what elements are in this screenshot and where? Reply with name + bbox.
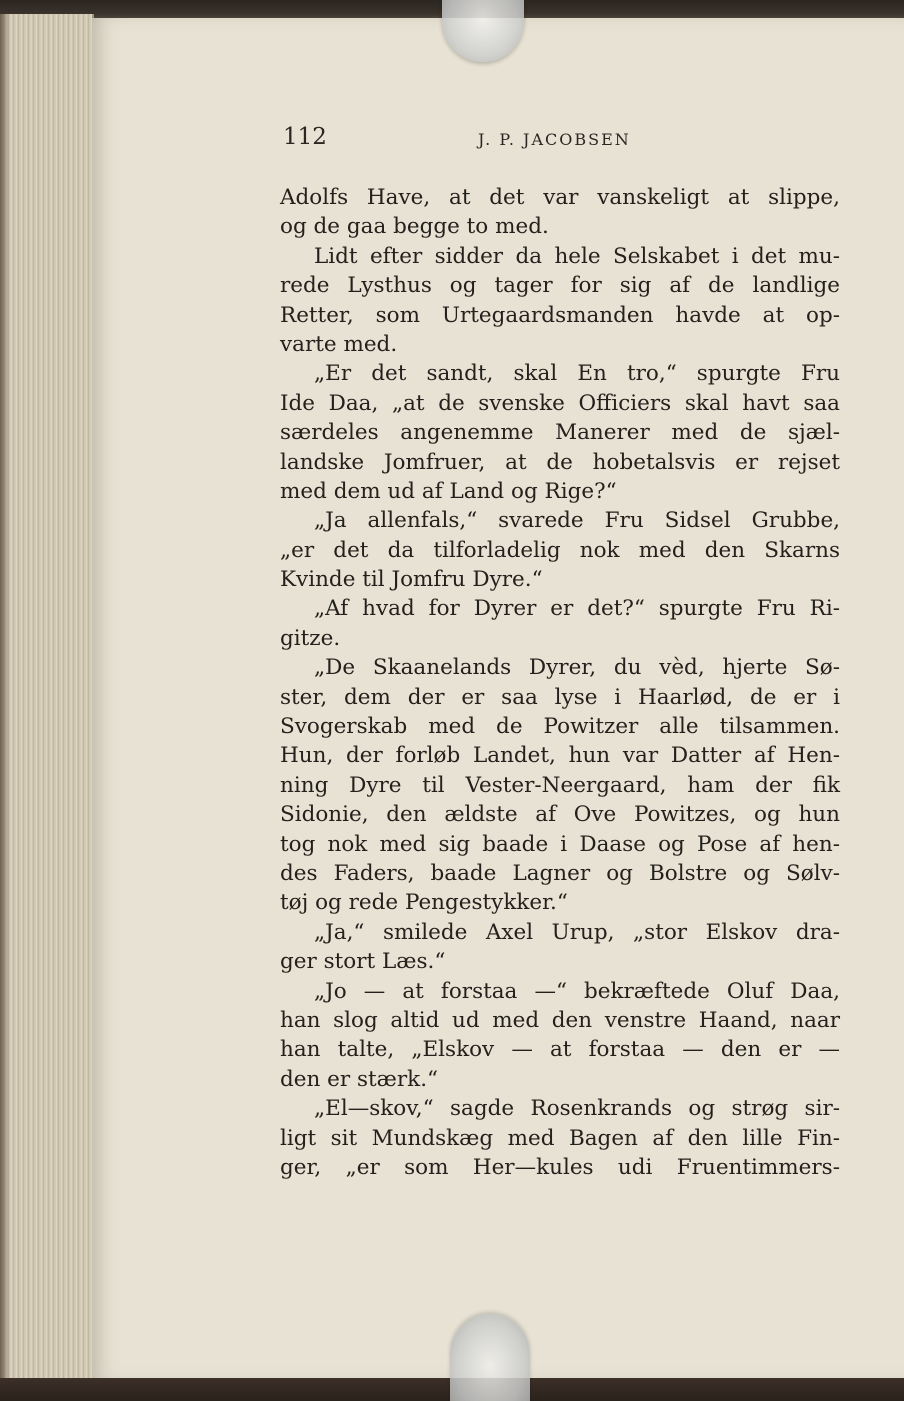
page-edges xyxy=(0,14,94,1386)
text-line: „Ja,“ smilede Axel Urup, „stor Elskov dra- xyxy=(314,919,840,945)
text-line: ger, „er som Her—kules udi Fruentimmers- xyxy=(280,1154,840,1180)
text-line: „El—skov,“ sagde Rosenkrands og strøg sir- xyxy=(314,1096,840,1122)
text-line: han talte, „Elskov — at forstaa — den er — xyxy=(280,1037,840,1063)
text-line: ning Dyre til Vester-Neergaard, ham der fik xyxy=(280,772,840,798)
text-line: med dem ud af Land og Rige?“ xyxy=(280,478,617,504)
text-line: Hun, der forløb Landet, hun var Datter af Hen- xyxy=(280,743,840,769)
text-line: gitze. xyxy=(280,625,341,651)
running-head: J. P. JACOBSEN xyxy=(478,130,631,149)
text-line: Sidonie, den ældste af Ove Powitzes, og hun xyxy=(280,802,840,828)
text-line: og de gaa begge to med. xyxy=(280,214,549,240)
text-line: rede Lysthus og tager for sig af de landlige xyxy=(280,273,840,299)
page-header xyxy=(0,124,904,158)
page-clip-bottom xyxy=(450,1314,530,1401)
text-line: Kvinde til Jomfru Dyre.“ xyxy=(280,567,543,593)
text-line: ligt sit Mundskæg med Bagen af den lille Fin- xyxy=(280,1125,840,1151)
text-line: den er stærk.“ xyxy=(280,1066,439,1092)
text-line: „Ja allenfals,“ svarede Fru Sidsel Grubbe, xyxy=(314,508,840,534)
text-line: tøj og rede Pengestykker.“ xyxy=(280,890,568,916)
body-text xyxy=(280,183,840,1182)
text-line: han slog altid ud med den venstre Haand, naar xyxy=(280,1007,840,1033)
text-line: Ide Daa, „at de svenske Officiers skal havt saa xyxy=(280,390,840,416)
text-line: ster, dem der er saa lyse i Haarlød, de er i xyxy=(280,684,840,710)
page-number: 112 xyxy=(283,124,327,150)
text-line: tog nok med sig baade i Daase og Pose af hen- xyxy=(280,831,840,857)
text-line: „er det da tilforladelig nok med den Skarns xyxy=(280,537,840,563)
text-line: Adolfs Have, at det var vanskeligt at slippe, xyxy=(280,185,840,210)
text-line: Retter, som Urtegaardsmanden havde at op- xyxy=(280,302,840,328)
text-line: ger stort Læs.“ xyxy=(280,949,446,975)
text-line: des Faders, baade Lagner og Bolstre og Sølv- xyxy=(280,860,840,886)
text-line: „Af hvad for Dyrer er det?“ spurgte Fru Ri- xyxy=(314,596,840,622)
text-line: særdeles angenemme Manerer med de sjæl- xyxy=(280,420,840,446)
text-line: Svogerskab med de Powitzer alle tilsammen. xyxy=(280,714,840,740)
text-line: Lidt efter sidder da hele Selskabet i det mu- xyxy=(314,243,840,269)
text-line: landske Jomfruer, at de hobetalsvis er rejset xyxy=(280,449,840,475)
text-line: „Jo — at forstaa —“ bekræftede Oluf Daa, xyxy=(314,978,840,1004)
text-line: varte med. xyxy=(280,331,398,357)
text-line: „Er det sandt, skal En tro,“ spurgte Fru xyxy=(314,361,840,387)
text-line: „De Skaanelands Dyrer, du vèd, hjerte Sø- xyxy=(314,655,840,681)
